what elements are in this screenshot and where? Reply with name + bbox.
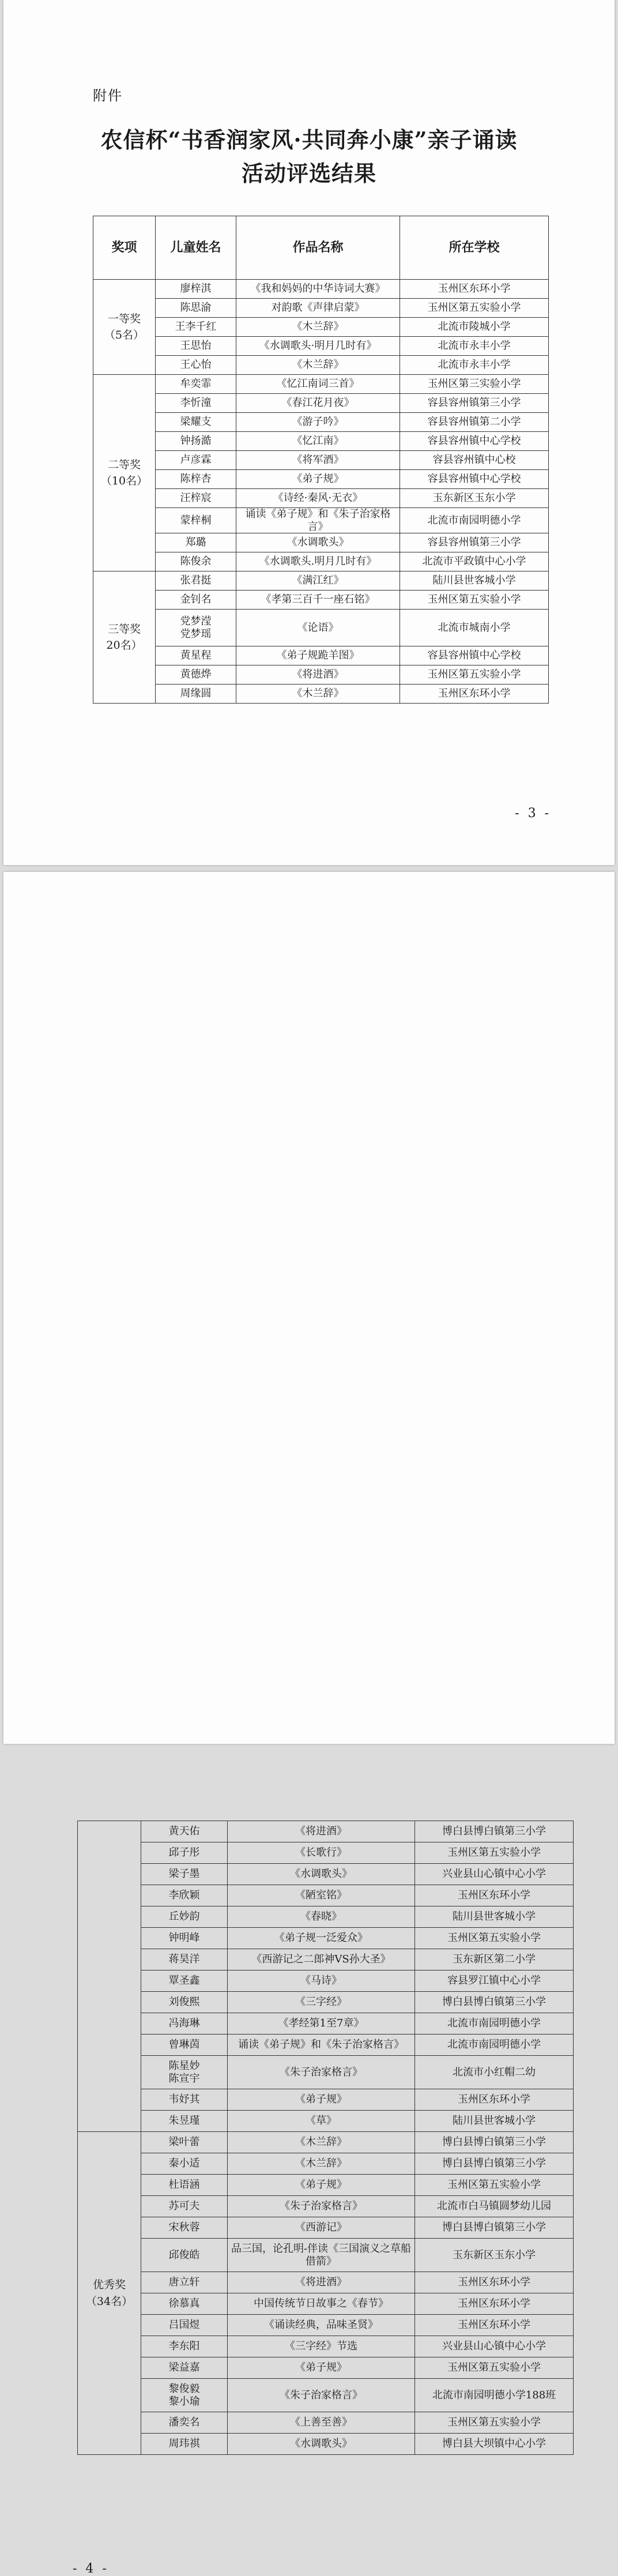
table-row <box>78 2132 574 2153</box>
work-title-cell: 《三字经》节选 <box>228 2336 415 2357</box>
table-row <box>78 1928 574 1949</box>
school-cell: 玉东新区玉东小学 <box>415 2239 574 2272</box>
work-title-cell: 《水调歌头·明月几时有》 <box>236 337 400 356</box>
work-title-cell: 《将军酒》 <box>236 451 400 470</box>
work-title-cell: 《孝经第1至7章》 <box>228 2013 415 2035</box>
table-row <box>78 2293 574 2315</box>
child-name-cell: 邱子彤 <box>141 1842 228 1864</box>
work-title-cell: 《弟子规》 <box>228 2175 415 2196</box>
school-cell: 玉州区第五实验小学 <box>415 1928 574 1949</box>
school-cell: 容县容州镇中心校 <box>400 451 549 470</box>
work-title-cell: 《诵读经典，品味圣贤》 <box>228 2315 415 2336</box>
table-row <box>78 2357 574 2379</box>
school-cell: 容县容州镇中心学校 <box>400 432 549 451</box>
document-title-line-1: 农信杯“书香润家风·共同奔小康”亲子诵读 <box>100 127 518 153</box>
school-cell: 容县罗江镇中心小学 <box>415 1970 574 1992</box>
school-cell: 博白县博白镇第三小学 <box>415 1992 574 2013</box>
school-cell: 玉州区第五实验小学 <box>415 2175 574 2196</box>
work-title-cell: 《木兰辞》 <box>236 685 400 704</box>
school-cell: 容县容州镇第三小学 <box>400 533 549 552</box>
document-page-4 <box>3 872 615 2576</box>
table-row <box>93 571 549 591</box>
child-name-cell: 王思怡 <box>156 337 236 356</box>
school-cell: 北流市城南小学 <box>400 610 549 646</box>
table-row <box>93 470 549 489</box>
school-cell: 玉州区东环小学 <box>415 2089 574 2111</box>
results-table-page-3 <box>93 216 549 704</box>
award-level: 三等奖 <box>107 622 141 635</box>
school-cell: 玉州区东环小学 <box>400 280 549 299</box>
child-name-cell: 宋秋蓉 <box>141 2217 228 2239</box>
work-title-cell: 《将进酒》 <box>228 2272 415 2293</box>
school-cell: 北流市南园明德小学 <box>415 2035 574 2056</box>
work-title-cell: 品三国，论孔明-伴读《三国演义之草船借箭》 <box>228 2239 415 2272</box>
attachment-label: 附件 <box>93 88 123 104</box>
table-header-row <box>93 216 549 280</box>
work-title-cell: 《西游记之二郎神VS孙大圣》 <box>228 1949 415 1970</box>
child-name-cell: 蒋昊洋 <box>141 1949 228 1970</box>
child-name-cell: 张君挺 <box>156 571 236 591</box>
work-title-cell: 《三字经》 <box>228 1992 415 2013</box>
school-cell: 陆川县世客城小学 <box>415 1906 574 1928</box>
table-row <box>78 2272 574 2293</box>
document-page-3 <box>3 0 615 865</box>
school-cell: 玉州区第五实验小学 <box>400 665 549 685</box>
work-title-cell: 《孝第三百千一座石铭》 <box>236 591 400 610</box>
work-title-cell: 《春江花月夜》 <box>236 394 400 413</box>
school-cell: 玉州区东环小学 <box>415 2315 574 2336</box>
table-row <box>78 2196 574 2217</box>
table-row <box>78 2013 574 2035</box>
child-name-cell: 周缘圆 <box>156 685 236 704</box>
school-cell: 玉州区第五实验小学 <box>415 2412 574 2434</box>
school-cell: 北流市陵城小学 <box>400 318 549 337</box>
child-name-cell: 朱昱瑾 <box>141 2111 228 2132</box>
table-row <box>78 2379 574 2412</box>
school-cell: 北流市南园明德小学 <box>415 2013 574 2035</box>
award-count: （5名） <box>104 329 145 341</box>
table-row <box>78 2153 574 2175</box>
child-name-cell: 冯海琳 <box>141 2013 228 2035</box>
work-title-cell: 《木兰辞》 <box>236 318 400 337</box>
child-name-cell: 王心怡 <box>156 356 236 375</box>
school-cell: 容县容州镇中心学校 <box>400 646 549 665</box>
work-title-cell: 《朱子治家格言》 <box>228 2056 415 2089</box>
table-row <box>93 356 549 375</box>
child-name-cell: 钟明峰 <box>141 1928 228 1949</box>
school-cell: 博白县博白镇第三小学 <box>415 2132 574 2153</box>
child-name-cell: 杜语涵 <box>141 2175 228 2196</box>
table-row <box>78 1885 574 1906</box>
work-title-cell: 《弟子规》 <box>228 2357 415 2379</box>
table-row <box>78 1992 574 2013</box>
child-name-cell: 陈梓杏 <box>156 470 236 489</box>
child-name-cell: 陈俊余 <box>156 552 236 571</box>
child-name-cell: 曾琳茵 <box>141 2035 228 2056</box>
school-cell: 北流市平政镇中心小学 <box>400 552 549 571</box>
table-row <box>78 2239 574 2272</box>
table-row <box>93 375 549 394</box>
school-cell: 陆川县世客城小学 <box>400 571 549 591</box>
child-name-cell: 牟奕霏 <box>156 375 236 394</box>
school-cell: 北流市小红帽二幼 <box>415 2056 574 2089</box>
child-name-cell: 钟扬澔 <box>156 432 236 451</box>
child-name-cell: 邱俊皓 <box>141 2239 228 2272</box>
work-title-cell: 中国传统节日故事之《春节》 <box>228 2293 415 2315</box>
child-name-cell: 陈星妙 陈宣宇 <box>141 2056 228 2089</box>
award-count: 20名） <box>106 639 142 652</box>
work-title-cell: 诵读《弟子规》和《朱子治家格言》 <box>228 2035 415 2056</box>
child-name-cell: 梁叶蕾 <box>141 2132 228 2153</box>
page-number: - 4 - <box>73 2562 109 2576</box>
header-award: 奖项 <box>93 216 156 280</box>
table-row <box>93 280 549 299</box>
school-cell: 玉东新区第二小学 <box>415 1949 574 1970</box>
work-title-cell: 《马诗》 <box>228 1970 415 1992</box>
table-row <box>78 2217 574 2239</box>
child-name-cell: 潘奕名 <box>141 2412 228 2434</box>
table-row <box>93 685 549 704</box>
school-cell: 北流市永丰小学 <box>400 337 549 356</box>
table-row <box>93 552 549 571</box>
school-cell: 玉州区第五实验小学 <box>415 1842 574 1864</box>
work-title-cell: 诵读《弟子规》和《朱子治家格言》 <box>236 508 400 533</box>
child-name-cell: 卢彦霖 <box>156 451 236 470</box>
child-name-cell: 吕国煜 <box>141 2315 228 2336</box>
school-cell: 玉州区第五实验小学 <box>400 299 549 318</box>
table-row <box>78 1970 574 1992</box>
school-cell: 北流市永丰小学 <box>400 356 549 375</box>
award-level-cell <box>93 280 156 375</box>
work-title-cell: 《论语》 <box>236 610 400 646</box>
school-cell: 玉州区第五实验小学 <box>400 591 549 610</box>
child-name-cell: 李东阳 <box>141 2336 228 2357</box>
document-title-line-2: 活动评选结果 <box>241 160 376 186</box>
child-name-cell: 黄星程 <box>156 646 236 665</box>
school-cell: 陆川县世客城小学 <box>415 2111 574 2132</box>
work-title-cell: 《弟子规》 <box>236 470 400 489</box>
school-cell: 兴业县山心镇中心小学 <box>415 2336 574 2357</box>
school-cell: 玉州区第三实验小学 <box>400 375 549 394</box>
table-row <box>78 1906 574 1928</box>
school-cell: 博白县博白镇第三小学 <box>415 2217 574 2239</box>
child-name-cell: 梁子墨 <box>141 1864 228 1885</box>
child-name-cell: 黎俊毅 黎小瑜 <box>141 2379 228 2412</box>
child-name-cell: 郑璐 <box>156 533 236 552</box>
work-title-cell: 《木兰辞》 <box>228 2132 415 2153</box>
school-cell: 北流市南园明德小学188班 <box>415 2379 574 2412</box>
award-level: 优秀奖 <box>92 2278 126 2291</box>
work-title-cell: 《将进酒》 <box>228 1821 415 1842</box>
work-title-cell: 《水调歌头》 <box>228 1864 415 1885</box>
table-row <box>93 591 549 610</box>
school-cell: 北流市白马镇圆梦幼儿园 <box>415 2196 574 2217</box>
child-name-cell: 金钊名 <box>156 591 236 610</box>
work-title-cell: 《将进酒》 <box>236 665 400 685</box>
school-cell: 玉州区东环小学 <box>400 685 549 704</box>
child-name-cell: 廖梓淇 <box>156 280 236 299</box>
work-title-cell: 《春晓》 <box>228 1906 415 1928</box>
work-title-cell: 《上善至善》 <box>228 2412 415 2434</box>
work-title-cell: 《陋室铭》 <box>228 1885 415 1906</box>
school-cell: 北流市南园明德小学 <box>400 508 549 533</box>
work-title-cell: 《朱子治家格言》 <box>228 2196 415 2217</box>
work-title-cell: 《木兰辞》 <box>228 2153 415 2175</box>
table-row <box>93 318 549 337</box>
table-row <box>93 451 549 470</box>
page-number: - 3 - <box>515 806 551 821</box>
table-row <box>78 1821 574 1842</box>
work-title-cell: 《西游记》 <box>228 2217 415 2239</box>
school-cell: 玉州区东环小学 <box>415 1885 574 1906</box>
work-title-cell: 《满江红》 <box>236 571 400 591</box>
school-cell: 兴业县山心镇中心小学 <box>415 1864 574 1885</box>
school-cell: 玉东新区玉东小学 <box>400 489 549 508</box>
table-row <box>78 2111 574 2132</box>
table-row <box>78 1949 574 1970</box>
table-row <box>78 2056 574 2089</box>
table-row <box>93 394 549 413</box>
award-level-cell <box>78 2132 141 2455</box>
child-name-cell: 刘俊熙 <box>141 1992 228 2013</box>
child-name-cell: 覃圣鑫 <box>141 1970 228 1992</box>
child-name-cell: 唐立轩 <box>141 2272 228 2293</box>
work-title-cell: 《游子吟》 <box>236 413 400 432</box>
child-name-cell: 李欣颖 <box>141 1885 228 1906</box>
header-work-title: 作品名称 <box>236 216 400 280</box>
child-name-cell: 王李千红 <box>156 318 236 337</box>
child-name-cell: 秦小适 <box>141 2153 228 2175</box>
table-row <box>78 2035 574 2056</box>
child-name-cell: 韦妤其 <box>141 2089 228 2111</box>
results-table-body <box>93 280 549 704</box>
award-count: （10名） <box>100 475 148 488</box>
work-title-cell: 对韵歌《声律启蒙》 <box>236 299 400 318</box>
award-count: （34名） <box>85 2295 133 2308</box>
table-row <box>93 610 549 646</box>
table-row <box>78 2175 574 2196</box>
table-row <box>93 299 549 318</box>
award-level: 一等奖 <box>107 312 141 325</box>
work-title-cell: 《我和妈妈的中华诗词大赛》 <box>236 280 400 299</box>
work-title-cell: 《长歌行》 <box>228 1842 415 1864</box>
results-table-body <box>78 1821 574 2455</box>
table-row <box>93 508 549 533</box>
school-cell: 玉州区东环小学 <box>415 2293 574 2315</box>
table-row <box>78 2412 574 2434</box>
child-name-cell: 周玮祺 <box>141 2434 228 2455</box>
table-row <box>78 2336 574 2357</box>
table-row <box>78 2434 574 2455</box>
table-row <box>93 489 549 508</box>
table-row <box>93 432 549 451</box>
header-child-name: 儿童姓名 <box>156 216 236 280</box>
work-title-cell: 《弟子规一泛爱众》 <box>228 1928 415 1949</box>
school-cell: 博白县博白镇第三小学 <box>415 2153 574 2175</box>
work-title-cell: 《木兰辞》 <box>236 356 400 375</box>
school-cell: 博白县博白镇第三小学 <box>415 1821 574 1842</box>
table-row <box>78 2089 574 2111</box>
table-row <box>93 337 549 356</box>
school-cell: 容县容州镇中心学校 <box>400 470 549 489</box>
child-name-cell: 党梦滢 党梦瑶 <box>156 610 236 646</box>
work-title-cell: 《草》 <box>228 2111 415 2132</box>
award-level-cell <box>93 571 156 704</box>
child-name-cell: 徐慕真 <box>141 2293 228 2315</box>
child-name-cell: 李忻潼 <box>156 394 236 413</box>
school-cell: 博白县大坝镇中心小学 <box>415 2434 574 2455</box>
child-name-cell: 陈思渝 <box>156 299 236 318</box>
work-title-cell: 《水调歌头》 <box>236 533 400 552</box>
school-cell: 玉州区东环小学 <box>415 2272 574 2293</box>
table-row <box>78 1842 574 1864</box>
school-cell: 容县容州镇第二小学 <box>400 413 549 432</box>
table-row <box>93 665 549 685</box>
child-name-cell: 汪梓宸 <box>156 489 236 508</box>
award-level-cell <box>78 1821 141 2132</box>
school-cell: 容县容州镇第三小学 <box>400 394 549 413</box>
results-table-page-4 <box>77 1821 574 2455</box>
school-cell: 玉州区第五实验小学 <box>415 2357 574 2379</box>
work-title-cell: 《忆江南》 <box>236 432 400 451</box>
child-name-cell: 黄天佑 <box>141 1821 228 1842</box>
table-row <box>93 646 549 665</box>
award-level-cell <box>93 375 156 571</box>
header-school: 所在学校 <box>400 216 549 280</box>
table-row <box>78 2315 574 2336</box>
child-name-cell: 丘妙韵 <box>141 1906 228 1928</box>
work-title-cell: 《忆江南词三首》 <box>236 375 400 394</box>
work-title-cell: 《弟子规》 <box>228 2089 415 2111</box>
work-title-cell: 《水调歌头.明月几时有》 <box>236 552 400 571</box>
work-title-cell: 《诗经·秦风·无衣》 <box>236 489 400 508</box>
table-row <box>78 1864 574 1885</box>
work-title-cell: 《弟子规跪羊图》 <box>236 646 400 665</box>
work-title-cell: 《水调歌头》 <box>228 2434 415 2455</box>
child-name-cell: 黄德烨 <box>156 665 236 685</box>
work-title-cell: 《朱子治家格言》 <box>228 2379 415 2412</box>
child-name-cell: 梁耀支 <box>156 413 236 432</box>
child-name-cell: 蒙梓桐 <box>156 508 236 533</box>
table-row <box>93 413 549 432</box>
table-row <box>93 533 549 552</box>
child-name-cell: 苏可夫 <box>141 2196 228 2217</box>
award-level: 二等奖 <box>107 458 141 471</box>
child-name-cell: 梁益嘉 <box>141 2357 228 2379</box>
